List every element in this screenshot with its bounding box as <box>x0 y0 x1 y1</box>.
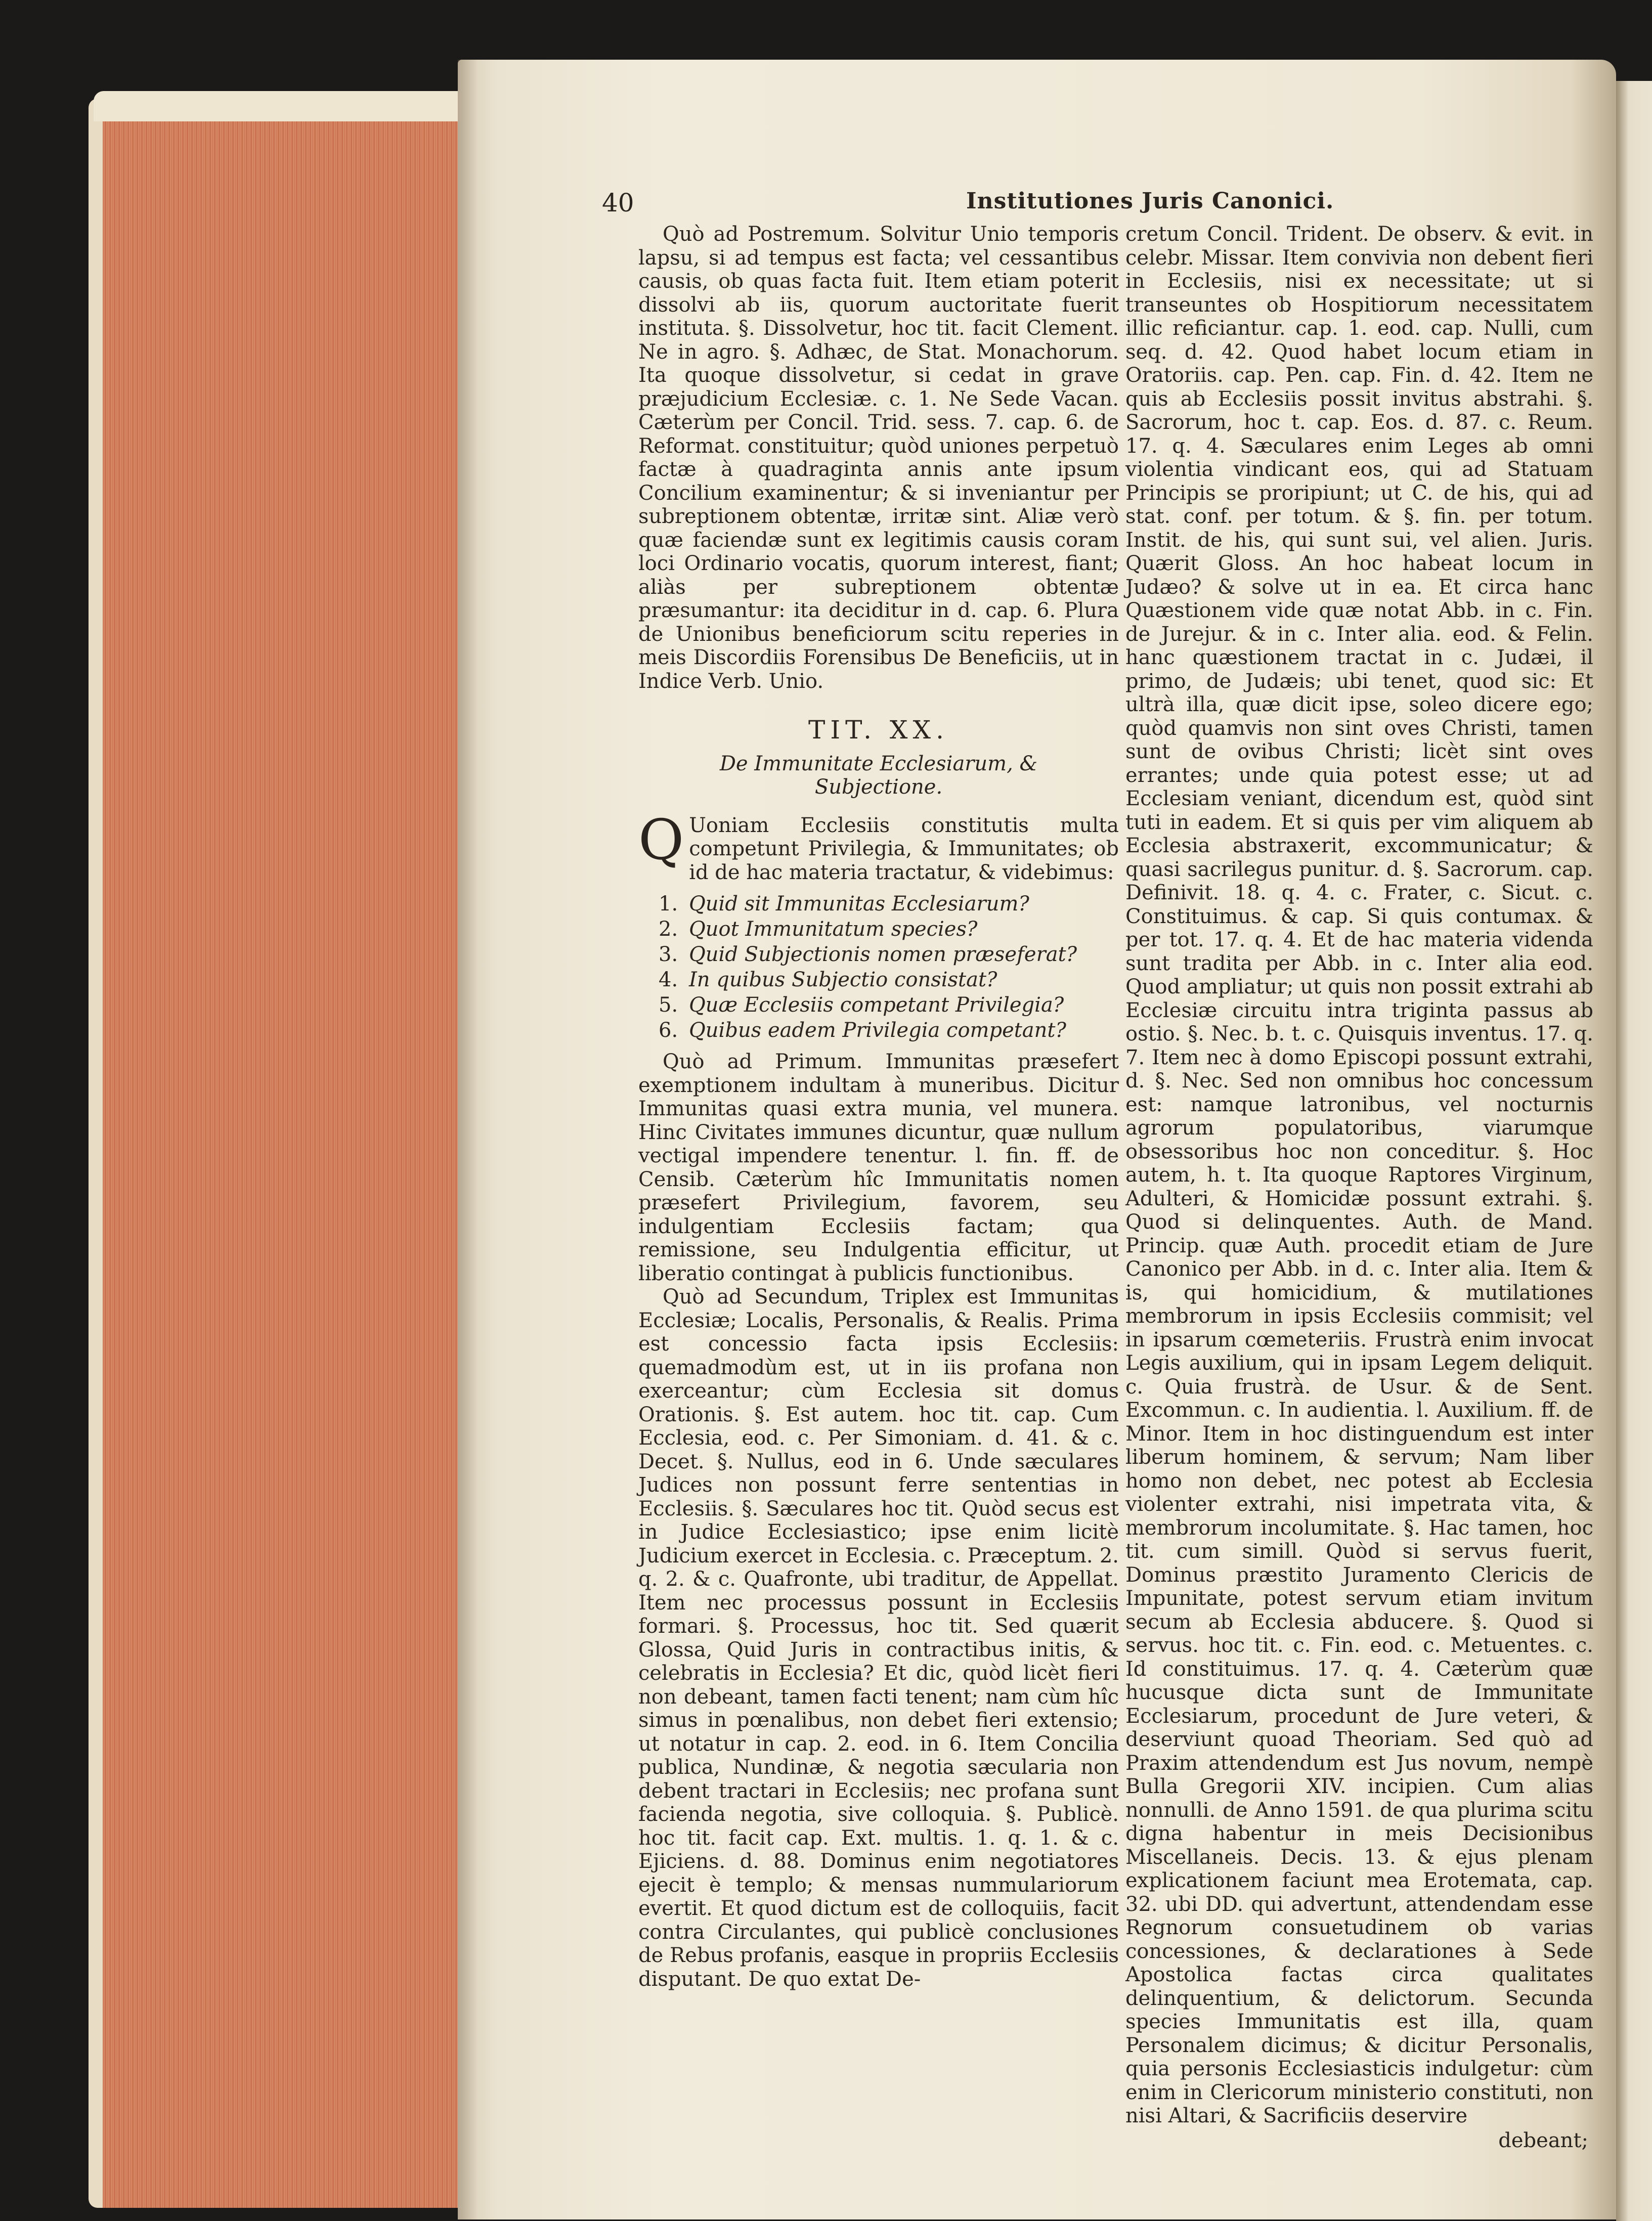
question-item: 4. In quibus Subjectio consistat? <box>659 968 997 991</box>
right-column <box>1125 223 1593 2152</box>
paragraph-continuation: cretum Concil. Trident. De observ. & evit. in celebr. Missar. Item convivia non debent fieri in Ecclesiis, nisi ex necessitate; ut si transeuntes ob Hospitiorum necessitatem illic reficiantur. cap. 1. eod. cap. Nulli, cum seq. d. 42. Quod habet locum etiam in Oratoriis. cap. Pen. cap. Fin. d. 42. Item ne quis ab Ecclesiis possit invitus abstrahi. §. Sacrorum, hoc t. cap. Eos. d. 87. c. Reum. 17. q. 4. Sæculares enim Leges ab omni violentia vindicant eos, qui ad Statuam Principis se proripiunt; ut C. de his, qui ad stat. conf. per totum. & §. fin. per totum. Instit. de his, qui sunt sui, vel alien. Juris. Quærit Gloss. An hoc habeat locum in Judæo? & solve ut in ea. Et circa hanc Quæstionem vide quæ notat Abb. in c. Fin. de Jurejur. & in c. Inter alia. eod. & Felin. hanc quæstionem tractat in c. Judæi, il primo, de Judæis; ubi tenet, quod sic: Et ultrà illa, quæ dicit ipse, soleo dicere ego; quòd quamvis non sint oves Christi, tamen sunt de ovibus Christi; licèt sint oves errantes; unde quia potest esse; ut ad Ecclesiam veniant, dicendum est, quòd sint tuti in eadem. Et si quis per vim aliquem ab Ecclesia abstraxerit, excommunicatur; & quasi sacrilegus punitur. d. §. Sacrorum. cap. Definivit. 18. q. 4. c. Frater, c. Sicut. c. Constituimus. & cap. Si quis contumax. & per tot. 17. q. 4. Et de hac materia videnda sunt tradita per Abb. in c. Inter alia eod. Quod ampliatur; ut quis non possit extrahi ab Ecclesiæ circuitu intra triginta passus ab ostio. §. Nec. b. t. c. Quisquis inventus. 17. q. 7. Item nec à domo Episcopi possunt extrahi, d. §. Nec. Sed non omnibus hoc concessum est: namque latronibus, vel nocturnis agrorum populatoribus, viarumque obsessoribus hoc non conceditur. §. Hoc autem, h. t. Ita quoque Raptores Virginum, Adulteri, & Homicidæ possunt extrahi. §. Quod si delinquentes. Auth. de Mand. Princip. quæ Auth. procedit etiam de Jure Canonico per Abb. in d. c. Inter alia. Item & is, qui homicidium, & mutilationes membrorum in ipsis Ecclesiis commisit; vel in ipsarum cœmeteriis. Frustrà enim invocat Legis auxilium, qui in ipsam Legem deliquit. c. Quia frustrà. de Usur. & de Sent. Excommun. c. In audientia. l. Auxilium. ff. de Minor. Item in hoc distinguendum est inter liberum hominem, & servum; Nam liber homo non debet, nec potest ab Ecclesia violenter extrahi, nisi impetrata vita, & membrorum incolumitate. §. Hac tamen, hoc tit. cum simill. Quòd si servus fuerit, Dominus præstito Juramento Clericis de Impunitate, potest servum etiam invitum secum ab Ecclesia abducere. §. Quod si servus. hoc tit. c. Fin. eod. c. Metuentes. c. Id constituimus. 17. q. 4. Cæterùm quæ hucusque dicta sunt de Immunitate Ecclesiarum, procedunt de Jure veteri, & deserviunt quoad Theoriam. Sed quò ad Praxim attendendum est Jus novum, nempè Bulla Gregorii XIV. incipien. Cum alias nonnulli. de Anno 1591. de qua plurima scitu digna habentur in meis Decisionibus Miscellaneis. Decis. 13. & ejus plenam explicationem faciunt mea Erotemata, cap. 32. ubi DD. qui advertunt, attendendam esse Regnorum consuetudinem ob varias concessiones, & declarationes à Sede Apostolica factas circa qualitates delinquentium, & delictorum. Secunda species Immunitatis est illa, quam Personalem dicimus; & dicitur Personalis, quia personis Ecclesiasticis indulgetur: cùm enim in Clericorum ministerio constituti, non nisi Altari, & Sacrificiis deservire <box>1125 223 1593 2127</box>
facing-page-edge <box>1616 81 1652 2221</box>
book-page-edges <box>89 99 487 2208</box>
paragraph-primum: Quò ad Primum. Immunitas præsefert exemptionem indultam à muneribus. Dicitur Immunitas quasi extra munia, vel munera. Hinc Civitates immunes dicuntur, quæ nullum vectigal impendere tenentur. l. fin. ff. de Censib. Cæterùm hîc Immunitatis nomen præsefert Privilegium, favorem, seu indulgentiam Ecclesiis factam; qua remissione, seu Indulgentia efficitur, ut liberatio contingat à publicis functionibus. <box>638 1050 1119 1285</box>
gutter-shadow <box>458 60 478 2219</box>
left-column <box>638 223 1119 1991</box>
title-subtitle: De Immunitate Ecclesiarum, & Subjectione. <box>719 752 1038 799</box>
question-list <box>659 891 1119 1043</box>
question-item: 6. Quibus eadem Privilegia competant? <box>659 1019 1066 1042</box>
question-item: 5. Quæ Ecclesiis competant Privilegia? <box>659 993 1064 1017</box>
page-number: 40 <box>602 188 634 217</box>
intro-text: Uoniam Ecclesiis constitutis multa competunt Privilegia, & Immunitates; ob id de hac materia tractatur, & videbimus: <box>689 813 1119 884</box>
drop-cap: Q <box>638 807 684 872</box>
book-cover-top <box>94 91 478 121</box>
paragraph-union-dissolution: Quò ad Postremum. Solvitur Unio temporis lapsu, si ad tempus est facta; vel cessantibus causis, ob quas facta fuit. Item etiam poterit dissolvi ab iis, quorum auctoritate fuerit instituta. §. Dissolvetur, hoc tit. facit Clement. Ne in agro. §. Adhæc, de Stat. Monachorum. Ita quoque dissolvetur, si cedat in grave præjudicium Ecclesiæ. c. 1. Ne Sede Vacan. Cæterùm per Concil. Trid. sess. 7. cap. 6. de Reformat. constituitur; quòd uniones perpetuò factæ à quadraginta annis ante ipsum Concilium examinentur; & si inveniantur per subreptionem obtentæ, irritæ sint. Aliæ verò quæ faciendæ sunt ex legitimis causis coram loci Ordinario vocatis, quorum interest, fiant; aliàs per subreptionem obtentæ præsumantur: ita deciditur in d. cap. 6. Plura de Unionibus beneficiorum scitu reperies in meis Discordiis Forensibus De Beneficiis, ut in Indice Verb. Unio. <box>638 223 1119 693</box>
title-heading: TIT. XX. <box>808 715 949 745</box>
question-item: 1. Quid sit Immunitas Ecclesiarum? <box>659 892 1029 916</box>
paragraph-secundum: Quò ad Secundum, Triplex est Immunitas Ecclesiæ; Localis, Personalis, & Realis. Prima est concessio facta ipsis Ecclesiis: quemadmodùm est, ut in iis profana non exerceantur; cùm Ecclesia sit domus Orationis. §. Est autem. hoc tit. cap. Cum Ecclesia, eod. c. Per Simoniam. d. 41. & c. Decet. §. Nullus, eod in 6. Unde sæculares Judices non possunt ferre sententias in Ecclesiis. §. Sæculares hoc tit. Quòd secus est in Judice Ecclesiastico; ipse enim licitè Judicium exercet in Ecclesia. c. Præceptum. 2. q. 2. & c. Quafronte, ubi traditur, de Appellat. Item nec processus possunt in Ecclesiis formari. §. Processus, hoc tit. Sed quærit Glossa, Quid Juris in contractibus initis, & celebratis in Ecclesia? Et dic, quòd licèt fieri non debeant, tamen facti tenent; nam cùm hîc simus in pœnalibus, non debet fieri extensio; ut notatur in cap. 2. eod. in 6. Item Concilia publica, Nundinæ, & negotia sæcularia non debent tractari in Ecclesiis; nec profana sunt facienda negotia, sive colloquia. §. Publicè. hoc tit. facit cap. Ext. multis. 1. q. 1. & c. Ejiciens. d. 88. Dominus enim negotiatores ejecit è templo; & mensas nummulariorum evertit. Et quod dictum est de colloquiis, facit contra Circulantes, qui publicè conclusiones de Rebus profanis, easque in propriis Ecclesiis disputant. De quo extat De- <box>638 1285 1119 1991</box>
catchword: debeant; <box>1498 2128 1588 2152</box>
question-item: 3. Quid Subjectionis nomen præseferat? <box>659 943 1077 966</box>
question-item: 2. Quot Immunitatum species? <box>659 918 978 941</box>
running-title: Institutiones Juris Canonici. <box>966 188 1334 214</box>
intro-paragraph <box>638 807 1119 885</box>
